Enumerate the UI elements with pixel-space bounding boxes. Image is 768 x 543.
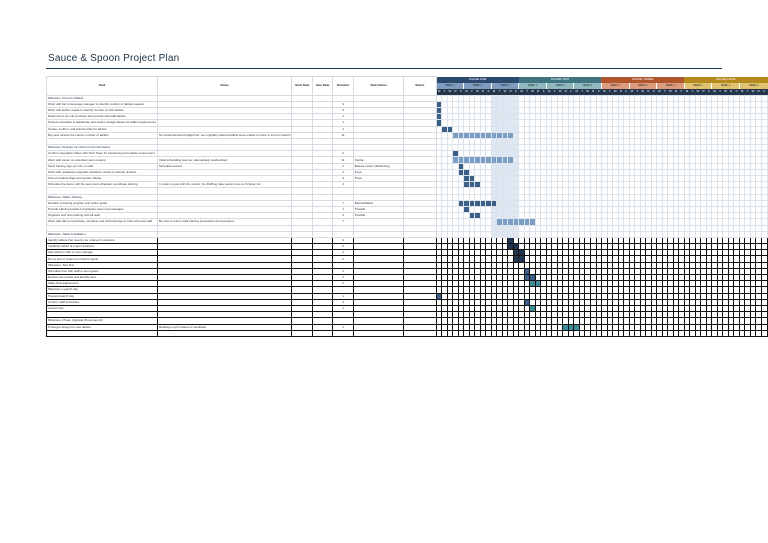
phase-header-1: PHASE ONE	[436, 77, 519, 83]
task-cell: Work with restaurant upgrade/ hardware vendor to identify timeline	[47, 169, 158, 175]
task-cell: Run a test of system to confirm inputs	[47, 256, 158, 262]
week-header: WEEK 3	[657, 83, 685, 89]
duration-cell: 3	[333, 176, 353, 182]
day-header: R	[674, 89, 678, 94]
day-header: R	[592, 89, 595, 94]
task-cell: Review test results and identify fixes	[47, 275, 158, 281]
day-header: W	[724, 89, 727, 94]
day-header: T	[719, 89, 721, 94]
day-header: T	[526, 89, 528, 94]
week-header: WEEK 1	[519, 83, 547, 89]
duration-cell: 2	[333, 250, 353, 256]
day-header: W	[613, 89, 617, 94]
day-header: M	[575, 89, 578, 94]
task-cell: Work with bar & beverage manager to identify number of tablets needed	[47, 101, 158, 107]
duration-cell: 4	[333, 299, 353, 305]
duration-cell: 1	[333, 293, 353, 299]
task-cell: Milestone: Launch day	[47, 287, 158, 293]
day-header: W	[503, 89, 507, 94]
day-header: R	[564, 89, 567, 94]
header-due-date: Due Date	[313, 77, 333, 96]
duration-cell: 2	[333, 281, 353, 287]
task-cell: Create, confirm, and submit order for tablets	[47, 126, 158, 132]
day-header: W	[751, 89, 755, 94]
week-header: WEEK 2	[546, 83, 574, 89]
task-cell: Milestone: Tablet Installation	[47, 231, 158, 237]
day-header: T	[443, 89, 446, 94]
day-header: F	[652, 89, 655, 94]
notes-cell: In order to post with the vendor, the Ruffhog date would move to October 1st	[157, 182, 292, 188]
day-header: W	[586, 89, 590, 94]
header-task: Task	[47, 77, 158, 96]
day-header: F	[542, 89, 545, 94]
day-header: M	[520, 89, 523, 94]
notes-cell: Be sure to inform staff training procedures and questions	[157, 219, 292, 225]
duration-cell: 1	[333, 163, 353, 169]
duration-cell: 3	[333, 213, 353, 219]
duration-cell: 4	[333, 126, 353, 132]
day-header: T	[581, 89, 584, 94]
task-cell: Milestone: Tablet Training	[47, 194, 158, 200]
day-header: M	[492, 89, 496, 94]
duration-cell: 4	[333, 324, 353, 330]
header-start-date: Start Date	[292, 77, 313, 96]
due-date-cell	[313, 330, 333, 336]
day-header: F	[735, 89, 738, 94]
day-header: R	[729, 89, 733, 94]
gantt-day-cell	[761, 330, 767, 336]
task-cell: Present estimates to leadership and ensure budget allows for tablet requirements	[48, 120, 156, 125]
day-header: T	[636, 89, 639, 94]
task-cell: Develop a training program and online guide	[47, 200, 158, 206]
day-header: T	[608, 89, 611, 94]
task-cell: Organize and host training with all staff	[47, 213, 158, 219]
duration-cell: 1	[333, 305, 353, 311]
task-cell: Work with owner on potential menu revamp	[47, 157, 158, 163]
owner-cell: Priscilla	[353, 206, 403, 212]
task-cell: Confirm integration dates with Tech Team for functioning and stable environment	[47, 151, 158, 157]
duration-cell: 11	[333, 132, 353, 138]
task-cell: Schedule time with staff to test system	[47, 268, 158, 274]
status-cell	[404, 330, 436, 336]
day-header: R	[619, 89, 622, 94]
page-title: Sauce & Spoon Project Plan	[48, 53, 180, 64]
phase-header-4: PHASE FOUR	[684, 77, 767, 83]
day-header: F	[487, 89, 490, 94]
header-duration: Duration	[333, 77, 353, 96]
day-header: W	[696, 89, 700, 94]
notes-cell	[157, 330, 292, 336]
day-header: F	[708, 89, 710, 94]
owner-cell: Sunita	[353, 157, 403, 163]
day-header: T	[498, 89, 501, 94]
task-cell: Prototype design for new tablets	[47, 324, 158, 330]
week-header: WEEK 2	[629, 83, 657, 89]
duration-cell: 4	[333, 275, 353, 281]
day-header: F	[625, 89, 628, 94]
day-header: M	[658, 89, 661, 94]
title-divider	[46, 68, 722, 69]
phase-header-2: PHASE TWO	[519, 77, 602, 83]
duration-cell: 1	[333, 114, 353, 120]
owner-cell: Priya	[353, 169, 403, 175]
week-header: WEEK 1	[684, 83, 712, 89]
task-cell: Buy and receive the correct number of tablets	[47, 132, 158, 138]
task-cell: Determine if we will purchase and provide wait staff tablets	[47, 114, 158, 120]
week-header: WEEK 2	[712, 83, 740, 89]
task-cell: Milestone: Prepare for rollout to Internal Teams	[47, 145, 158, 151]
day-header: R	[454, 89, 457, 94]
owner-cell: Bettina/Marko	[353, 200, 403, 206]
day-header: W	[476, 89, 479, 94]
day-header: F	[761, 89, 767, 95]
duration-cell: 7	[333, 200, 353, 206]
task-cell: Send training sign-up form to staff	[47, 163, 158, 169]
task-cell: Milestone: Test Run	[47, 262, 158, 268]
week-header: WEEK 3	[491, 83, 519, 89]
day-header: M	[713, 89, 716, 94]
duration-cell: 3	[333, 107, 353, 113]
day-header: W	[448, 89, 452, 94]
duration-cell: 3	[333, 268, 353, 274]
day-header: R	[647, 89, 650, 94]
notes-cell: Schedule revised	[157, 163, 292, 169]
duration-cell: 11	[333, 157, 353, 163]
task-cell: Test out feature flags and system fidelity	[47, 176, 158, 182]
day-header: M	[685, 89, 689, 94]
duration-cell: 5	[333, 244, 353, 250]
day-header: F	[515, 89, 517, 94]
notes-cell: No reimbursement budget line; we originally ordered tablets were unable to come in time for launch	[158, 132, 291, 137]
week-header: WEEK 2	[464, 83, 492, 89]
week-header: WEEK 3	[574, 83, 602, 89]
owner-cell	[353, 330, 403, 336]
duration-cell	[333, 330, 353, 336]
day-header: W	[558, 89, 562, 94]
task-cell: Alert kitchen staff of new changes	[47, 250, 158, 256]
task-cell: Make final adjustments	[47, 281, 158, 287]
day-header: W	[641, 89, 645, 94]
duration-cell: 7	[333, 219, 353, 225]
day-header: F	[570, 89, 573, 94]
day-header: T	[746, 89, 749, 94]
day-header: M	[547, 89, 551, 94]
header-status: Status	[404, 77, 436, 96]
start-date-cell	[292, 330, 313, 336]
task-cell: Identify tablets that need to be ordered in advance	[47, 237, 158, 243]
duration-cell: 4	[333, 182, 353, 188]
day-header: F	[680, 89, 683, 94]
day-header: R	[509, 89, 512, 94]
day-header: R	[481, 89, 485, 94]
header-notes: Notes	[157, 77, 292, 96]
task-cell: Provide training booklet to hardware team and managers	[47, 206, 158, 212]
task-cell: Milestone: Procure Tablets	[47, 95, 158, 101]
week-header: WEEK 3	[739, 83, 767, 89]
duration-cell: 3	[333, 237, 353, 243]
phase-header-3: PHASE THREE	[601, 77, 684, 83]
day-header: T	[691, 89, 694, 94]
day-header: M	[740, 89, 744, 94]
owner-cell: Priya	[353, 176, 403, 182]
day-header: T	[553, 89, 556, 94]
duration-cell: 2	[333, 256, 353, 262]
task-cell: Launch day	[47, 305, 158, 311]
day-header: R	[757, 89, 760, 94]
day-header: T	[663, 89, 666, 94]
week-header: WEEK 1	[601, 83, 629, 89]
duration-cell: 2	[333, 151, 353, 157]
notes-cell: Redesign sprint based on feedback	[157, 324, 292, 330]
duration-cell: 1	[333, 120, 353, 126]
day-header: F	[597, 89, 600, 94]
duration-cell: 4	[333, 169, 353, 175]
table-row	[47, 330, 768, 336]
week-header: WEEK 1	[436, 83, 464, 89]
day-header: M	[630, 89, 634, 94]
project-plan-table	[46, 76, 768, 337]
day-header: M	[437, 89, 441, 94]
task-cell: Prepare launch day	[47, 293, 158, 299]
day-header: R	[702, 89, 705, 94]
task-cell: Confirm staff schedules	[47, 299, 158, 305]
task-cell: Milestone: Phase Upgrade (Post-Launch)	[47, 318, 158, 324]
task-cell: Work with HR to coordinate, complete and hold trainings to front-of-house staff	[47, 219, 158, 225]
notes-cell: Initial scheduling was too; alternatively rescheduled	[157, 157, 292, 163]
task-cell	[47, 330, 158, 336]
day-header: R	[537, 89, 540, 94]
day-header: F	[460, 89, 462, 94]
duration-cell: 1	[333, 206, 353, 212]
owner-cell: Priscilla	[353, 213, 403, 219]
day-header: T	[471, 89, 473, 94]
task-cell: Work with kitchen leads to identify number of chef tablets	[47, 107, 158, 113]
duration-cell: 3	[333, 101, 353, 107]
owner-cell: Bettina Lowen (Marketing)	[353, 163, 403, 169]
task-cell: Install the tablet at proper locations	[47, 244, 158, 250]
task-cell: Schedule the demo with the team and schedule/ coordinate training	[47, 182, 158, 188]
header-task-owner: Task Owner	[353, 77, 403, 96]
day-header: M	[465, 89, 468, 94]
day-header: W	[668, 89, 672, 94]
day-header: W	[531, 89, 535, 94]
day-header: M	[603, 89, 606, 94]
